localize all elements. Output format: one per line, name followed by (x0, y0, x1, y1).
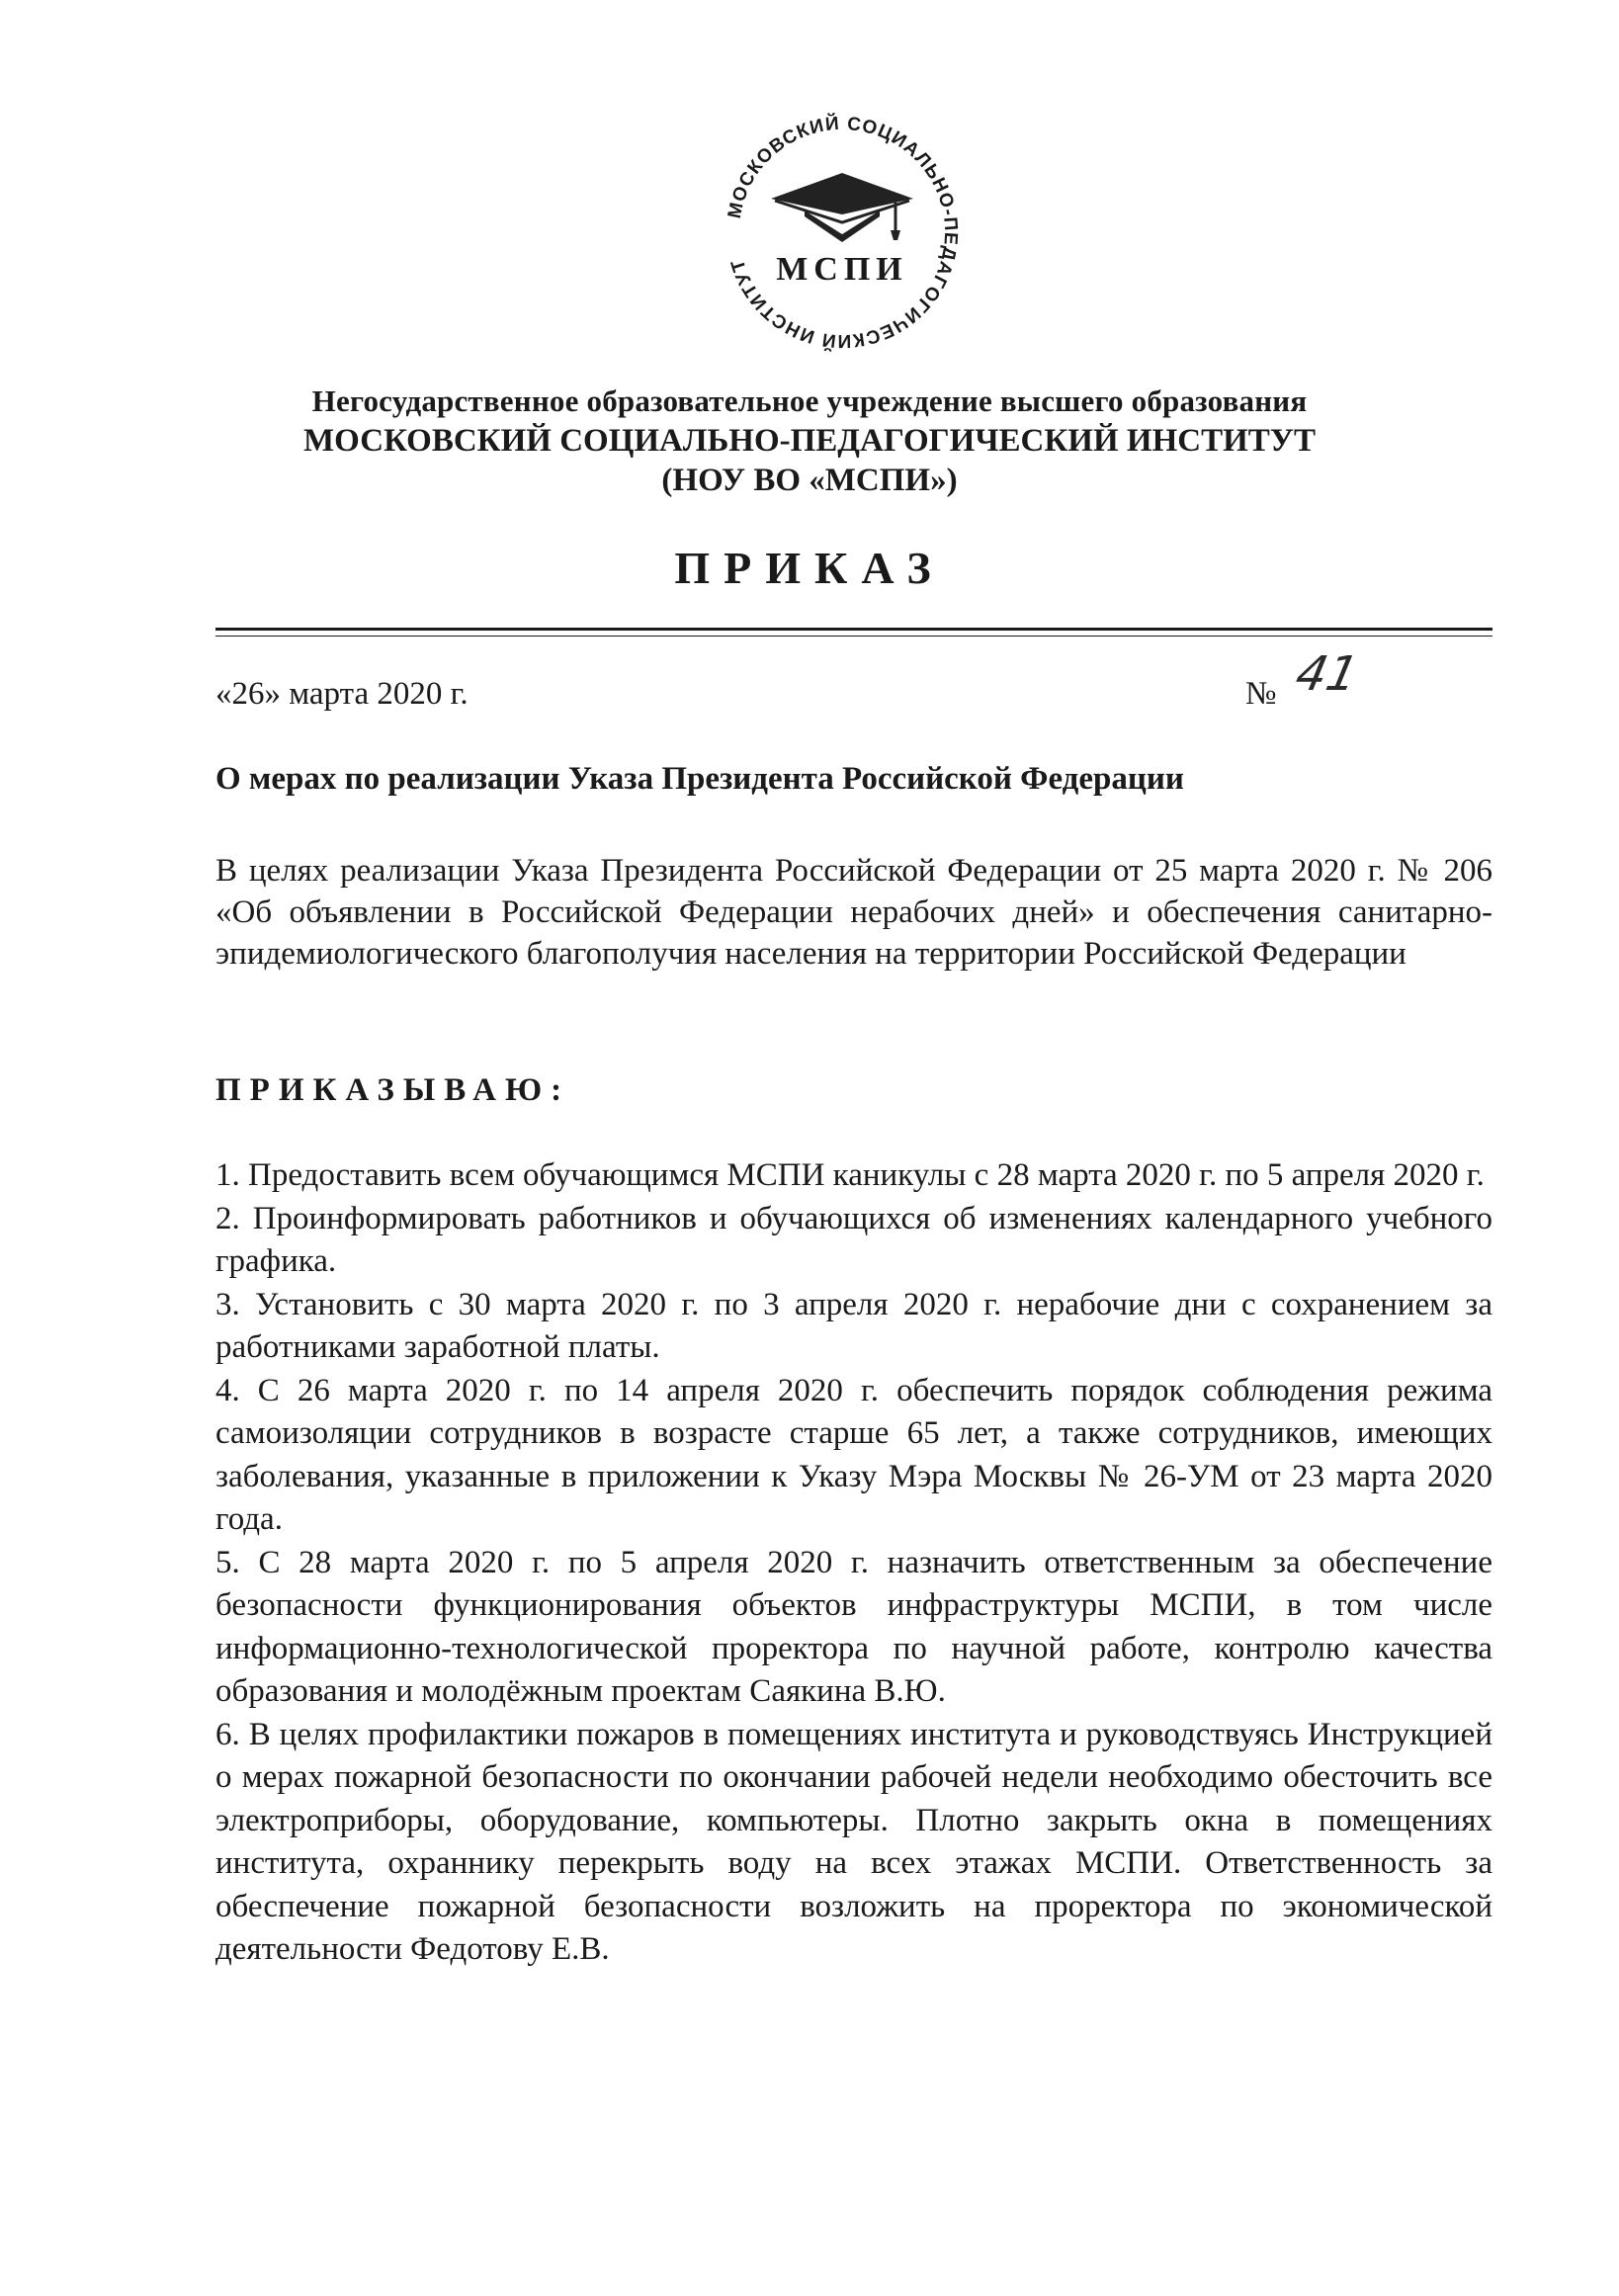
order-item: 3. Установить с 30 марта 2020 г. по 3 апреля 2020 г. нерабочие дни с сохранением за работниками заработной платы. (215, 1286, 1492, 1365)
header-divider-thick (215, 628, 1492, 631)
organization-type: Негосударственное образовательное учреждение высшего образования (311, 383, 1308, 418)
order-item: 1. Предоставить всем обучающимся МСПИ каникулы с 28 марта 2020 г. по 5 апреля 2020 г. (215, 1157, 1485, 1193)
order-number-handwritten: 41 (1291, 646, 1364, 702)
organization-name: МОСКОВСКИЙ СОЦИАЛЬНО-ПЕДАГОГИЧЕСКИЙ ИНСТИТУТ (303, 423, 1316, 459)
mortarboard-icon (771, 173, 913, 242)
svg-text:МОСКОВСКИЙ СОЦИАЛЬНО-ПЕДАГОГИЧ (724, 113, 961, 352)
order-number-label: № (1245, 676, 1277, 712)
logo-ring-text: МОСКОВСКИЙ СОЦИАЛЬНО-ПЕДАГОГИЧЕСКИЙ ИНСТИТУТ (724, 113, 962, 352)
institute-logo (714, 104, 971, 361)
order-items-list (215, 1154, 1492, 1972)
decree-heading: ПРИКАЗЫВАЮ: (215, 1072, 571, 1108)
order-item: 6. В целях профилактики пожаров в помещениях института и руководствуясь Инструкцией о мерах пожарной безопасности по окончании рабочей недели необходимо обесточить все электроприборы, оборудование, компьютеры. Плотно закрыть окна в помещениях института, охраннику перекрыть воду на всех этажах МСПИ. Ответственность за обеспечение пожарной безопасности возложить на проректора по экономической деятельности Федотову Е.В. (215, 1716, 1492, 1967)
header-divider-thin (215, 636, 1492, 637)
order-subject: О мерах по реализации Указа Президента Российской Федерации (215, 761, 1184, 797)
order-date: «26» марта 2020 г. (215, 676, 469, 712)
order-item: 5. С 28 марта 2020 г. по 5 апреля 2020 г. назначить ответственным за обеспечение безопасности функционирования объектов инфраструктуры МСПИ, в том числе информационно-технологической проректора по научной работе, контролю качества образования и молодёжным проектам Саякина В.Ю. (215, 1544, 1492, 1709)
order-preamble: В целях реализации Указа Президента Российской Федерации от 25 марта 2020 г. № 206 «Об объявлении в Российской Федерации нерабочих дней» и обеспечения санитарно-эпидемиологического благополучия населения на территории Российской Федерации (215, 853, 1492, 972)
logo-abbr: МСПИ (776, 251, 908, 288)
organization-abbreviation: (НОУ ВО «МСПИ») (661, 463, 958, 498)
document-type-title: ПРИКАЗ (674, 543, 945, 593)
institute-seal (714, 104, 971, 361)
order-item: 2. Проинформировать работников и обучающихся об изменениях календарного учебного графика. (215, 1200, 1492, 1279)
order-item: 4. С 26 марта 2020 г. по 14 апреля 2020 г. обеспечить порядок соблюдения режима самоизоляции сотрудников в возрасте старше 65 лет, а также сотрудников, имеющих заболевания, указанные в приложении к Указу Мэра Москвы № 26-УМ от 23 марта 2020 года. (215, 1372, 1492, 1537)
